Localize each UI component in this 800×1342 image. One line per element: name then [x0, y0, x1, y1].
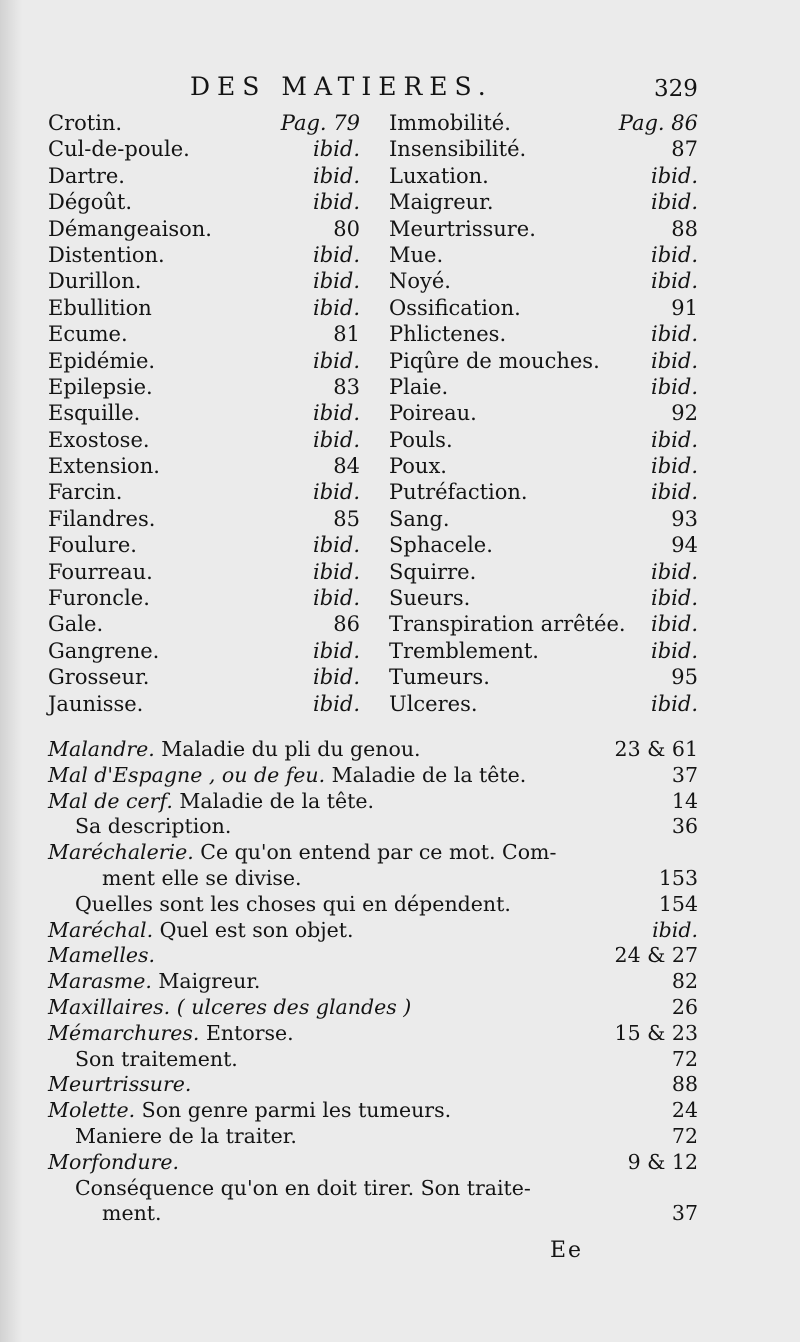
index-term-right: Insensibilité.	[389, 137, 527, 162]
index-term-left: Crotin.	[48, 111, 123, 135]
index-page-left: ibid.	[313, 269, 360, 294]
index-row	[0, 691, 800, 717]
entry-text	[48, 995, 411, 1021]
entry-description: Entorse.	[199, 1020, 294, 1045]
index-page-right: ibid.	[651, 586, 698, 611]
index-term-right: Squirre.	[389, 559, 477, 584]
index-entry	[0, 1072, 800, 1098]
entry-text	[48, 1098, 451, 1124]
entry-term: Mal de cerf.	[48, 788, 173, 813]
index-term-left: Durillon.	[48, 269, 142, 294]
index-page-right: ibid.	[651, 374, 698, 399]
index-row	[0, 242, 800, 268]
entry-text	[48, 969, 260, 995]
index-term-left: Dégoût.	[48, 190, 132, 215]
index-term-left: Fourreau.	[48, 559, 153, 584]
index-term-right: Plaie.	[389, 374, 449, 399]
index-row	[0, 611, 800, 637]
index-term-right: Transpiration arrêtée.	[389, 612, 626, 637]
index-page-right: 91	[671, 295, 698, 320]
index-entry	[0, 763, 800, 789]
entry-description: Quel est son objet.	[153, 917, 354, 942]
entry-text	[102, 866, 302, 892]
index-page-left: ibid.	[313, 533, 360, 558]
entry-text	[75, 1124, 297, 1150]
index-page-right: ibid.	[651, 454, 698, 479]
index-term-left: Grosseur.	[48, 665, 150, 690]
entry-page: 24	[671, 1098, 698, 1123]
running-title: DES MATIERES.	[190, 72, 493, 101]
index-term-left: Farcin.	[48, 480, 123, 505]
index-page-right: ibid.	[651, 190, 698, 215]
entry-description: Conséquence qu'on en doit tirer. Son traite-	[75, 1175, 531, 1200]
entry-term: Maréchalerie.	[48, 840, 194, 865]
index-row	[0, 110, 800, 136]
index-page-right: ibid.	[651, 269, 698, 294]
index-page-left: ibid.	[313, 691, 360, 716]
index-entry	[0, 1098, 800, 1124]
entry-text	[75, 814, 231, 840]
index-row	[0, 664, 800, 690]
index-page-left: ibid.	[313, 137, 360, 162]
entry-page: 37	[671, 762, 698, 787]
entry-page: 24 & 27	[614, 943, 698, 968]
index-term-left: Foulure.	[48, 533, 137, 558]
index-entry	[0, 1021, 800, 1047]
index-entry	[0, 789, 800, 815]
entry-page: 88	[671, 1072, 698, 1097]
index-term-left: Démangeaison.	[48, 216, 212, 241]
index-page-right: ibid.	[651, 691, 698, 716]
index-page-right: ibid.	[651, 322, 698, 347]
index-row	[0, 136, 800, 162]
index-row	[0, 189, 800, 215]
index-entry	[0, 814, 800, 840]
index-page-left: ibid.	[313, 348, 360, 373]
index-term-left: Ebullition	[48, 295, 152, 320]
index-term-right: Meurtrissure.	[389, 216, 536, 241]
entry-page: 9 & 12	[627, 1149, 698, 1174]
entry-term: Maxillaires. ( ulceres des glandes )	[48, 994, 412, 1019]
index-page-right: ibid.	[651, 242, 698, 267]
index-row	[0, 295, 800, 321]
entry-text	[48, 763, 526, 789]
page-number: 329	[654, 76, 698, 102]
page-header	[0, 72, 800, 104]
index-term-left: Esquille.	[48, 401, 141, 426]
index-entry	[0, 1201, 800, 1227]
index-row	[0, 216, 800, 242]
index-row	[0, 427, 800, 453]
entry-description: Maniere de la traiter.	[75, 1123, 297, 1148]
entry-description: Son traitement.	[75, 1046, 238, 1071]
entry-description: Sa description.	[75, 814, 232, 839]
entry-term: Malandre.	[48, 737, 155, 761]
entry-term: Maréchal.	[48, 917, 154, 942]
index-page-right: ibid.	[651, 638, 698, 663]
entry-page: 82	[671, 969, 698, 994]
index-page-right: 87	[671, 137, 698, 162]
index-entry	[0, 1150, 800, 1176]
entry-term: Mal d'Espagne , ou de feu.	[48, 762, 326, 787]
index-page-left: ibid.	[313, 638, 360, 663]
index-term-right: Phlictenes.	[389, 322, 507, 347]
index-row	[0, 532, 800, 558]
entry-description: Quelles sont les choses qui en dépendent.	[75, 891, 511, 916]
index-term-left: Exostose.	[48, 427, 150, 452]
entry-page: 15 & 23	[614, 1020, 698, 1045]
index-entry	[0, 840, 800, 866]
entry-term: Molette.	[48, 1098, 136, 1123]
index-page-right: ibid.	[651, 163, 698, 188]
index-entry	[0, 943, 800, 969]
entry-page: 26	[671, 994, 698, 1019]
index-term-left: Extension.	[48, 454, 160, 479]
index-entry	[0, 1124, 800, 1150]
index-page-left: ibid.	[313, 665, 360, 690]
index-row	[0, 348, 800, 374]
index-term-right: Piqûre de mouches.	[389, 348, 600, 373]
index-term-left: Distention.	[48, 242, 165, 267]
entry-term: Mamelles.	[48, 943, 156, 968]
index-term-right: Poux.	[389, 454, 447, 479]
index-page-right: 88	[671, 216, 698, 241]
index-page-left: ibid.	[313, 295, 360, 320]
index-term-left: Gangrene.	[48, 638, 160, 663]
entry-page: 14	[671, 788, 698, 813]
index-term-left: Ecume.	[48, 322, 128, 347]
entry-text	[48, 789, 374, 815]
index-page-left: 85	[333, 506, 360, 531]
index-row	[0, 400, 800, 426]
index-page-left: 86	[333, 612, 360, 637]
index-page-left: 80	[333, 216, 360, 241]
index-entry	[0, 892, 800, 918]
index-page-left: ibid.	[313, 480, 360, 505]
entry-text	[75, 1176, 531, 1202]
index-row	[0, 163, 800, 189]
entry-text	[48, 1150, 179, 1176]
index-entry	[0, 866, 800, 892]
index-term-right: Tumeurs.	[389, 665, 490, 690]
entry-text	[48, 943, 155, 969]
entry-page: 72	[671, 1046, 698, 1071]
index-entry	[0, 995, 800, 1021]
index-row	[0, 453, 800, 479]
index-page-left: ibid.	[313, 401, 360, 426]
index-row	[0, 374, 800, 400]
entry-page: ibid.	[652, 917, 698, 942]
entry-text	[75, 1047, 238, 1073]
index-entries-list	[0, 737, 800, 1227]
index-page-right: ibid.	[651, 348, 698, 373]
index-entry	[0, 737, 800, 763]
entry-page: 153	[658, 865, 698, 890]
entry-page: 23 & 61	[614, 737, 698, 761]
entry-page: 37	[671, 1201, 698, 1226]
entry-description: Maladie du pli du genou.	[154, 737, 421, 761]
index-term-right: Ossification.	[389, 295, 521, 320]
entry-page: 36	[671, 814, 698, 839]
entry-term: Mémarchures.	[48, 1020, 200, 1045]
entry-text	[75, 892, 511, 918]
index-term-left: Furoncle.	[48, 586, 150, 611]
index-term-right: Luxation.	[389, 163, 489, 188]
entry-description: ment.	[102, 1201, 162, 1226]
index-page-right: ibid.	[651, 612, 698, 637]
index-term-right: Mue.	[389, 242, 444, 267]
index-term-right: Sueurs.	[389, 586, 471, 611]
index-page-left: ibid.	[313, 559, 360, 584]
entry-text	[102, 1201, 162, 1227]
index-row	[0, 585, 800, 611]
entry-description: Son genre parmi les tumeurs.	[135, 1098, 452, 1123]
signature-mark: Ee	[550, 1238, 584, 1263]
index-page-right: 94	[671, 533, 698, 558]
index-term-left: Filandres.	[48, 506, 156, 531]
entry-description: Maladie de la tête.	[172, 788, 374, 813]
entry-description: Maigreur.	[151, 969, 261, 994]
index-page-right: ibid.	[651, 480, 698, 505]
index-page-left: ibid.	[313, 427, 360, 452]
entry-text	[48, 918, 354, 944]
index-entry	[0, 969, 800, 995]
index-term-right: Immobilité.	[389, 111, 511, 135]
index-page-right: ibid.	[651, 427, 698, 452]
index-page-left: ibid.	[313, 586, 360, 611]
entry-text	[48, 1072, 191, 1098]
index-row	[0, 321, 800, 347]
entry-page: 72	[671, 1123, 698, 1148]
index-term-right: Sang.	[389, 506, 450, 531]
index-entry	[0, 1047, 800, 1073]
index-page-left: 83	[333, 374, 360, 399]
index-term-left: Gale.	[48, 612, 104, 637]
index-page-left: 84	[333, 454, 360, 479]
entry-page: 154	[658, 891, 698, 916]
index-page-right: 93	[671, 506, 698, 531]
index-entry	[0, 918, 800, 944]
index-term-left: Cul-de-poule.	[48, 137, 190, 162]
index-term-right: Ulceres.	[389, 691, 478, 716]
entry-description: Maladie de la tête.	[325, 762, 527, 787]
index-term-right: Putréfaction.	[389, 480, 528, 505]
index-page-right: 92	[671, 401, 698, 426]
entry-term: Morfondure.	[48, 1149, 180, 1174]
entry-description: ment elle se divise.	[102, 865, 302, 890]
index-term-right: Tremblement.	[389, 638, 539, 663]
entry-description: Ce qu'on entend par ce mot. Com-	[193, 840, 557, 865]
index-page-left: 81	[333, 322, 360, 347]
index-term-right: Poireau.	[389, 401, 477, 426]
index-term-right: Sphacele.	[389, 533, 493, 558]
index-two-column-list	[0, 110, 800, 717]
entry-text	[48, 1021, 294, 1047]
index-term-right: Maigreur.	[389, 190, 494, 215]
index-page-right: Pag. 86	[618, 111, 698, 135]
index-row	[0, 268, 800, 294]
index-row	[0, 506, 800, 532]
index-row	[0, 559, 800, 585]
entry-term: Marasme.	[48, 969, 152, 994]
entry-term: Meurtrissure.	[48, 1072, 192, 1097]
entry-text	[48, 737, 421, 763]
index-term-right: Pouls.	[389, 427, 453, 452]
index-term-left: Epilepsie.	[48, 374, 153, 399]
index-page-left: ibid.	[313, 190, 360, 215]
index-page-right: 95	[671, 665, 698, 690]
index-term-left: Dartre.	[48, 163, 125, 188]
index-page-left: Pag. 79	[280, 111, 360, 135]
index-row	[0, 638, 800, 664]
index-page-right: ibid.	[651, 559, 698, 584]
index-term-left: Jaunisse.	[48, 691, 144, 716]
index-term-left: Epidémie.	[48, 348, 156, 373]
index-page-left: ibid.	[313, 163, 360, 188]
index-row	[0, 479, 800, 505]
index-page-left: ibid.	[313, 242, 360, 267]
index-term-right: Noyé.	[389, 269, 451, 294]
index-entry	[0, 1176, 800, 1202]
entry-text	[48, 840, 556, 866]
